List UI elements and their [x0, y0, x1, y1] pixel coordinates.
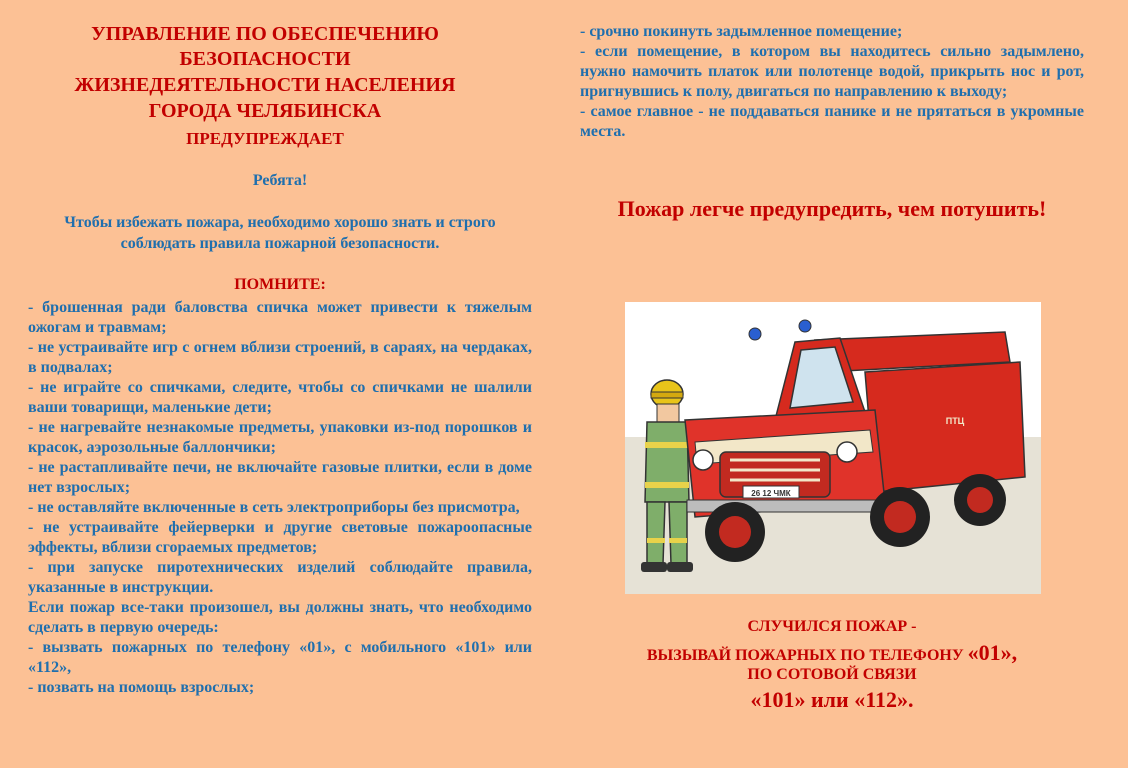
- fire-truck-icon: [625, 302, 1041, 594]
- call-line-2-text: ВЫЗЫВАЙ ПОЖАРНЫХ ПО ТЕЛЕФОНУ: [646, 647, 968, 664]
- call-line-3: ПО СОТОВОЙ СВЯЗИ: [747, 666, 917, 683]
- rule-item: - брошенная ради баловства спичка может привести к тяжелым ожогам и травмам;: [28, 299, 532, 336]
- call-line-1: СЛУЧИЛСЯ ПОЖАР -: [747, 618, 917, 635]
- header-line-1: УПРАВЛЕНИЕ ПО ОБЕСПЕЧЕНИЮ: [91, 23, 439, 45]
- rule-item: - не устраивайте игр с огнем вблизи строений, в сараях, на чердаках, в подвалах;: [28, 339, 532, 376]
- action-item: - если помещение, в котором вы находитесь сильно задымлено, нужно намочить платок или полотенце водой, прикрыть нос и рот, пригнувшись к полу, двигаться по направлению к выходу;: [580, 43, 1084, 100]
- header-line-5: ПРЕДУПРЕЖДАЕТ: [186, 129, 344, 148]
- action-item: - позвать на помощь взрослых;: [28, 679, 255, 696]
- actions-continued: [580, 22, 1084, 142]
- intro-text: Чтобы избежать пожара, необходимо хорошо знать и строго соблюдать правила пожарной безопасности.: [64, 214, 496, 252]
- slogan: Пожар легче предупредить, чем потушить!: [617, 196, 1047, 221]
- truck-label: ПТЦ: [945, 416, 965, 426]
- greeting: Ребята!: [252, 172, 308, 189]
- call-number-01: «01»,: [967, 640, 1018, 665]
- remember-heading: ПОМНИТЕ:: [234, 276, 326, 293]
- action-item: - срочно покинуть задымленное помещение;: [580, 23, 903, 40]
- rule-item: - не нагревайте незнакомые предметы, упаковки из-под порошков и красок, аэрозольные баллончики;: [28, 419, 532, 456]
- call-line-2: [580, 640, 1084, 666]
- header-line-2: БЕЗОПАСНОСТИ: [179, 48, 351, 70]
- header-line-4: ГОРОДА ЧЕЛЯБИНСКА: [148, 100, 382, 122]
- header-line-3: ЖИЗНЕДЕЯТЕЛЬНОСТИ НАСЕЛЕНИЯ: [74, 74, 456, 96]
- plate-text: 26 12 ЧМК: [751, 489, 791, 498]
- rule-item: - не играйте со спичками, следите, чтобы со спичками не шалили ваши товарищи, маленькие дети;: [28, 379, 532, 416]
- fire-truck-illustration: [625, 302, 1041, 594]
- rule-item: - не устраивайте фейерверки и другие световые пожароопасные эффекты, вблизи сгораемых предметов;: [28, 519, 532, 556]
- call-line-4: «101» или «112».: [750, 687, 914, 712]
- rule-item: - при запуске пиротехнических изделий соблюдайте правила, указанные в инструкции.: [28, 559, 532, 596]
- rule-item: - не растапливайте печи, не включайте газовые плитки, если в доме нет взрослых;: [28, 459, 532, 496]
- rules-list: [28, 298, 532, 698]
- action-item: - самое главное - не поддаваться панике и не прятаться в укромные места.: [580, 103, 1084, 140]
- if-fire-text: Если пожар все-таки произошел, вы должны знать, что необходимо сделать в первую очередь:: [28, 599, 532, 636]
- rule-item: - не оставляйте включенные в сеть электроприборы без присмотра,: [28, 499, 520, 516]
- action-item: - вызвать пожарных по телефону «01», с мобильного «101» или «112»,: [28, 639, 532, 676]
